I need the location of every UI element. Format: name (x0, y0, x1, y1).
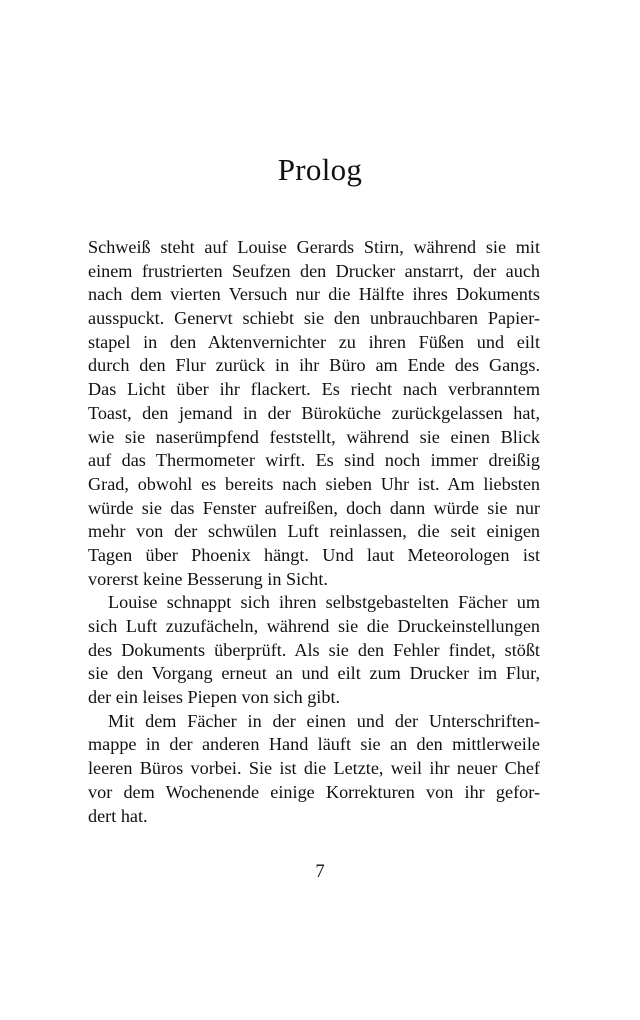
text-line: mappe in der anderen Hand läuft sie an den mittlerweile (88, 734, 540, 755)
text-line: vorerst keine Besserung in Sicht. (88, 568, 328, 589)
chapter-title: Prolog (277, 152, 363, 187)
text-line: des Dokuments überprüft. Als sie den Fehler findet, stößt (88, 639, 540, 660)
page-number: 7 (315, 862, 325, 882)
text-line: stapel in den Aktenvernichter zu ihren Füßen und eilt (88, 331, 540, 352)
text-line: vor dem Wochenende einige Korrekturen von ihr gefor- (88, 781, 540, 802)
text-line: ausspuckt. Genervt schiebt sie den unbrauchbaren Papier- (88, 308, 540, 329)
text-line: wie sie naserümpfend feststellt, während sie einen Blick (88, 426, 540, 447)
text-line: der ein leises Piepen von sich gibt. (88, 687, 341, 708)
paragraph-1 (88, 236, 540, 591)
paragraph-3 (88, 710, 540, 828)
text-line: Schweiß steht auf Louise Gerards Stirn, während sie mit (88, 237, 540, 257)
text-line: sie den Vorgang erneut an und eilt zum Drucker im Flur, (88, 663, 540, 684)
text-line: durch den Flur zurück in ihr Büro am Ende des Gangs. (88, 355, 540, 376)
body-text (88, 236, 540, 828)
text-line: nach dem vierten Versuch nur die Hälfte ihres Dokuments (88, 284, 540, 305)
paragraph-2 (88, 591, 540, 709)
text-line: Grad, obwohl es bereits nach sieben Uhr ist. Am liebsten (88, 473, 540, 494)
text-line: leeren Büros vorbei. Sie ist die Letzte, weil ihr neuer Chef (88, 758, 540, 779)
text-line: würde sie das Fenster aufreißen, doch dann würde sie nur (88, 497, 540, 518)
text-line: sich Luft zuzufächeln, während sie die Druckeinstellungen (88, 616, 540, 636)
text-line: Toast, den jemand in der Büroküche zurückgelassen hat, (88, 402, 540, 423)
text-line: Mit dem Fächer in der einen und der Unterschriften- (108, 710, 540, 731)
text-line: Louise schnappt sich ihren selbstgebastelten Fächer um (108, 592, 540, 613)
text-line: mehr von der schwülen Luft reinlassen, die seit einigen (88, 521, 540, 542)
text-line: Tagen über Phoenix hängt. Und laut Meteorologen ist (88, 544, 540, 565)
text-line: auf das Thermometer wirft. Es sind noch immer dreißig (88, 450, 540, 471)
text-line: einem frustrierten Seufzen den Drucker anstarrt, der auch (88, 260, 540, 281)
text-line: Das Licht über ihr flackert. Es riecht nach verbranntem (88, 379, 540, 400)
text-line: dert hat. (88, 805, 148, 826)
